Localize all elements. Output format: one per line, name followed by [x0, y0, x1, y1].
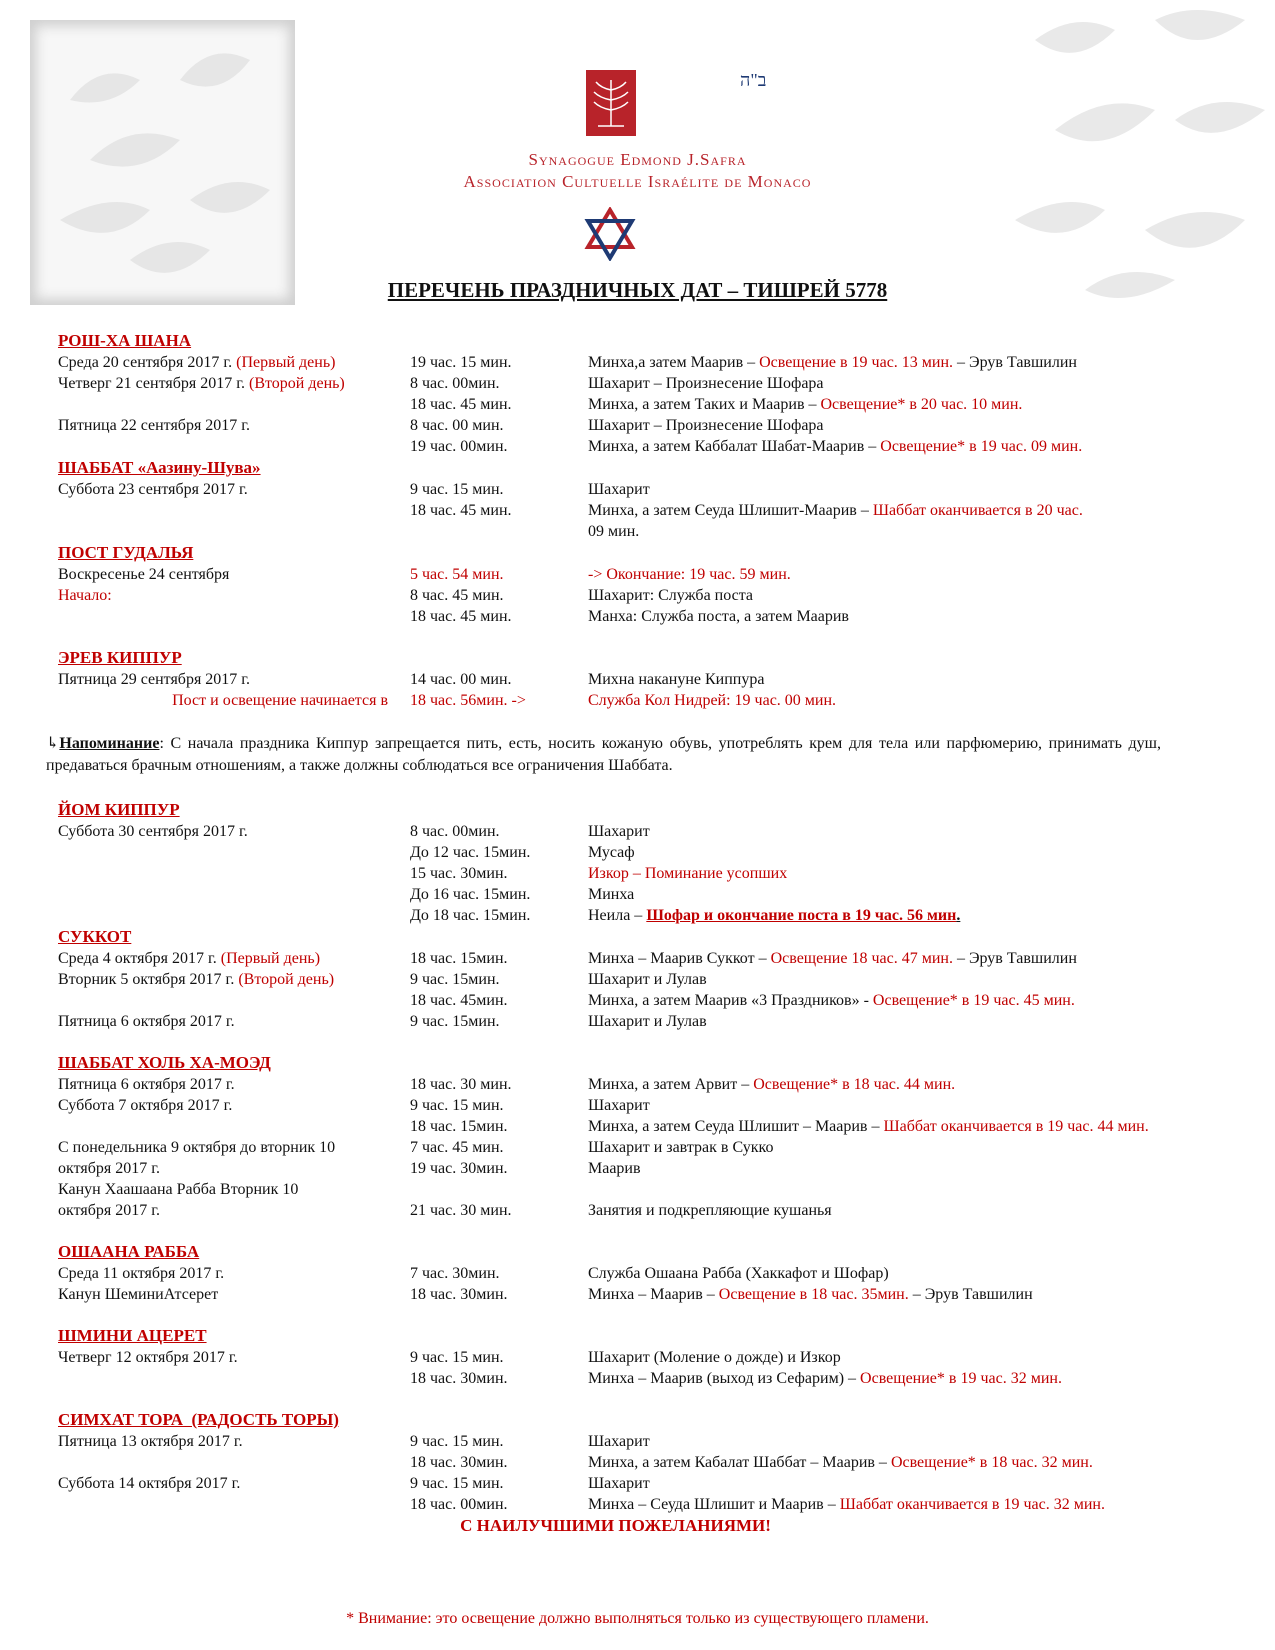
row-activity: Изкор – Поминание усопших — [588, 865, 788, 882]
row-time: До 12 час. 15мин. — [410, 844, 531, 861]
row-date: Пятница 13 октября 2017 г. — [58, 1433, 243, 1450]
row-date: Суббота 7 октября 2017 г. — [58, 1097, 233, 1114]
row-activity-note: Освещение* в 18 час. 32 мин. — [890, 1454, 1093, 1471]
row-time: 8 час. 00мин. — [410, 375, 500, 392]
row-activity: -> Окончание: 19 час. 59 мин. — [588, 566, 791, 583]
schedule-row — [58, 1011, 1258, 1032]
row-activity-note: Освещение* в 20 час. 10 мин. — [820, 396, 1023, 413]
row-activity-note: Освещение* в 19 час. 32 мин. — [860, 1370, 1062, 1387]
section-yom-kippur — [58, 799, 1258, 926]
row-time: 18 час. 30мин. — [410, 1454, 508, 1471]
schedule-row — [58, 1473, 1258, 1494]
row-time: 18 час. 30мин. — [410, 1286, 508, 1303]
section-title: ПОСТ ГУДАЛЬЯ — [58, 543, 194, 562]
row-time: 9 час. 15мин. — [410, 1013, 500, 1030]
section-title: РОШ-ХА ШАНА — [58, 331, 192, 350]
row-activity-note: Шофар и окончание поста в 19 час. 56 мин — [646, 907, 957, 924]
row-activity: Шахарит: Служба поста — [588, 587, 754, 604]
row-time: 18 час. 30 мин. — [410, 1076, 512, 1093]
schedule-row — [58, 905, 1258, 926]
row-activity-note: Освещение в 19 час. 13 мин. — [759, 354, 954, 371]
schedule-row — [58, 690, 1258, 711]
row-time: 18 час. 45 мин. — [410, 608, 512, 625]
row-activity: Шахарит и завтрак в Сукко — [588, 1139, 774, 1156]
row-date-note: (Первый день) — [236, 354, 336, 371]
row-activity-extra: – Эрув Тавшилин — [908, 1286, 1033, 1303]
row-date: Четверг 12 октября 2017 г. — [58, 1349, 238, 1366]
schedule-row — [58, 1137, 1258, 1158]
row-time: 19 час. 00мин. — [410, 438, 508, 455]
star-of-david-icon — [583, 207, 637, 261]
arrow-icon: ↳ — [46, 735, 60, 752]
row-activity: Шахарит и Лулав — [588, 971, 707, 988]
row-time: 19 час. 30мин. — [410, 1160, 508, 1177]
section-simchat-torah — [58, 1409, 1258, 1515]
schedule-row — [58, 1179, 1258, 1200]
row-activity: Служба Ошаана Рабба (Хаккафот и Шофар) — [588, 1265, 889, 1282]
row-activity: Шахарит — [588, 823, 650, 840]
section-title: ОШААНА РАББА — [58, 1242, 200, 1261]
row-date-note: (Второй день) — [248, 375, 345, 392]
row-time: 8 час. 45 мин. — [410, 587, 504, 604]
row-date: Пятница 6 октября 2017 г. — [58, 1013, 235, 1030]
row-activity: Манха: Служба поста, а затем Маарив — [588, 608, 849, 625]
row-activity: Минха, а затем Сеуда Шлишит-Маарив – — [588, 502, 873, 519]
section-sukkot — [58, 926, 1258, 1032]
row-date: Пятница 6 октября 2017 г. — [58, 1076, 235, 1093]
row-time: 18 час. 30мин. — [410, 1370, 508, 1387]
row-activity: Шахарит — [588, 1475, 650, 1492]
row-date-note: (Второй день) — [238, 971, 335, 988]
footnote: * Внимание: это освещение должно выполняться только из существующего пламени. — [346, 1610, 929, 1627]
section-title: СУККОТ — [58, 927, 132, 946]
row-time: 19 час. 15 мин. — [410, 354, 512, 371]
schedule-row — [58, 564, 1258, 585]
row-activity: Шахарит — [588, 1097, 650, 1114]
row-activity: Служба Кол Нидрей: 19 час. 00 мин. — [588, 692, 837, 709]
schedule-row — [58, 1431, 1258, 1452]
schedule-row — [58, 863, 1258, 884]
row-date: Суббота 23 сентября 2017 г. — [58, 481, 248, 498]
section-title: ШМИНИ АЦЕРЕТ — [58, 1326, 207, 1345]
schedule-row — [58, 373, 1258, 394]
section-title: ЙОМ КИППУР — [58, 800, 180, 819]
row-time: 5 час. 54 мин. — [410, 566, 504, 583]
row-activity: Минха, а затем Каббалат Шабат-Маарив – — [588, 438, 881, 455]
schedule-row — [58, 606, 1258, 627]
row-activity: Шахарит – Произнесение Шофара — [588, 375, 824, 392]
row-time: 18 час. 45 мин. — [410, 502, 512, 519]
row-date: Пост и освещение начинается в — [172, 692, 388, 709]
row-date: Воскресенье 24 сентября — [58, 566, 230, 583]
bh-mark: ב"ה — [740, 70, 767, 90]
row-activity: Шахарит и Лулав — [588, 1013, 707, 1030]
row-date: Пятница 22 сентября 2017 г. — [58, 417, 251, 434]
row-time: 21 час. 30 мин. — [410, 1202, 512, 1219]
row-activity-note: Шаббат оканчивается в 20 час. — [872, 502, 1083, 519]
row-time: 8 час. 00 мин. — [410, 417, 504, 434]
row-date: Канун ШеминиАтсерет — [58, 1286, 219, 1303]
row-date: октября 2017 г. — [58, 1202, 160, 1219]
row-activity: Минха, а затем Кабалат Шаббат – Маарив – — [588, 1454, 891, 1471]
section-title: ЭРЕВ КИППУР — [58, 648, 182, 667]
row-time: 9 час. 15 мин. — [410, 481, 504, 498]
row-time: 18 час. 00мин. — [410, 1496, 508, 1513]
row-time: 18 час. 15мин. — [410, 950, 508, 967]
section-title: ШАББАТ ХОЛЬ ХА-МОЭД — [58, 1053, 271, 1072]
reminder-label: Напоминание — [59, 735, 160, 752]
row-activity: Минха, а затем Маарив «3 Праздников» - — [588, 992, 873, 1009]
schedule-row — [58, 990, 1258, 1011]
row-date: Начало: — [58, 587, 112, 604]
schedule-row — [58, 394, 1258, 415]
row-activity: Минха – Маарив Суккот – — [588, 950, 771, 967]
row-activity-note: Освещение* в 19 час. 45 мин. — [872, 992, 1075, 1009]
section-hoshana-rabba — [58, 1241, 1258, 1305]
schedule-row — [58, 1284, 1258, 1305]
row-activity: Шахарит — [588, 481, 650, 498]
row-date: Канун Хаашаана Рабба Вторник 10 — [58, 1181, 299, 1198]
row-time: 18 час. 56мин. -> — [410, 692, 526, 709]
row-activity: Маарив — [588, 1160, 641, 1177]
row-time: 9 час. 15 мин. — [410, 1475, 504, 1492]
row-activity-extra: 09 мин. — [588, 523, 640, 540]
closing-wishes: С НАИЛУЧШИМИ ПОЖЕЛАНИЯМИ! — [460, 1516, 771, 1535]
row-date: Среда 4 октября 2017 г. — [58, 950, 217, 967]
row-activity: Минха — [588, 886, 635, 903]
row-activity-extra: . — [956, 907, 961, 924]
row-time: 7 час. 30мин. — [410, 1265, 500, 1282]
row-time: 15 час. 30мин. — [410, 865, 508, 882]
row-activity: Минха – Маарив (выход из Сефарим) – — [588, 1370, 861, 1387]
schedule-row — [58, 669, 1258, 690]
row-date: октября 2017 г. — [58, 1160, 160, 1177]
schedule-row — [58, 1200, 1258, 1221]
schedule-row — [58, 352, 1258, 373]
section-erev-kippur — [58, 647, 1258, 711]
row-activity-note: Шаббат оканчивается в 19 час. 44 мин. — [883, 1118, 1149, 1135]
row-time: До 18 час. 15мин. — [410, 907, 531, 924]
section-tzom-gedalia — [58, 542, 1258, 627]
schedule-row — [58, 821, 1258, 842]
row-date-note: (Первый день) — [220, 950, 321, 967]
row-activity-note: Освещение* в 19 час. 09 мин. — [880, 438, 1083, 455]
row-activity: Минха,а затем Маарив – — [588, 354, 760, 371]
row-activity: Михна накануне Киппура — [588, 671, 765, 688]
row-activity-note: Освещение* в 18 час. 44 мин. — [753, 1076, 956, 1093]
row-time: До 16 час. 15мин. — [410, 886, 531, 903]
section-chol-hamoed — [58, 1052, 1258, 1221]
section-title: СИМХАТ ТОРА (РАДОСТЬ ТОРЫ) — [58, 1410, 339, 1429]
row-activity-note: Освещение 18 час. 47 мин. — [770, 950, 953, 967]
schedule — [46, 330, 1258, 1536]
row-time: 18 час. 45 мин. — [410, 396, 512, 413]
schedule-row — [58, 1095, 1258, 1116]
row-time: 8 час. 00мин. — [410, 823, 500, 840]
row-time: 14 час. 00 мин. — [410, 671, 512, 688]
row-date: Четверг 21 сентября 2017 г. — [58, 375, 245, 392]
row-activity: Шахарит – Произнесение Шофара — [588, 417, 824, 434]
section-title: ШАББАТ «Аазину-Шува» — [58, 458, 261, 477]
page-title: ПЕРЕЧЕНЬ ПРАЗДНИЧНЫХ ДАТ – ТИШРЕЙ 5778 — [387, 278, 888, 302]
row-time: 9 час. 15 мин. — [410, 1097, 504, 1114]
row-date: Суббота 14 октября 2017 г. — [58, 1475, 241, 1492]
reminder-text: : С начала праздника Киппур запрещается пить, есть, носить кожаную обувь, употреблять крем для тела или парфюмерию, принимать душ, предаваться брачным отношениям, а также должны соблюдаться все ограничения Шаббата. — [46, 735, 1161, 774]
row-time: 9 час. 15 мин. — [410, 1433, 504, 1450]
schedule-row — [58, 1116, 1258, 1137]
schedule-row — [58, 500, 1258, 542]
row-date: С понедельника 9 октября до вторник 10 — [58, 1139, 336, 1156]
schedule-row — [58, 1158, 1258, 1179]
row-activity: Минха – Маарив – — [588, 1286, 719, 1303]
row-time: 18 час. 45мин. — [410, 992, 508, 1009]
row-time: 9 час. 15мин. — [410, 971, 500, 988]
schedule-row — [58, 842, 1258, 863]
row-activity: Минха, а затем Арвит – — [588, 1076, 754, 1093]
schedule-row — [58, 969, 1258, 990]
row-activity-note: Освещение в 18 час. 35мин. — [718, 1286, 909, 1303]
row-activity: Минха – Сеуда Шлишит и Маарив – — [588, 1496, 840, 1513]
synagogue-logo — [586, 70, 636, 136]
row-activity-note: Шаббат оканчивается в 19 час. 32 мин. — [839, 1496, 1105, 1513]
row-date: Суббота 30 сентября 2017 г. — [58, 823, 248, 840]
row-time: 9 час. 15 мин. — [410, 1349, 504, 1366]
schedule-row — [58, 479, 1258, 500]
row-time: 18 час. 15мин. — [410, 1118, 508, 1135]
row-activity: Шахарит (Моление о дожде) и Изкор — [588, 1349, 841, 1366]
row-activity: Неила – — [588, 907, 647, 924]
schedule-row — [58, 948, 1258, 969]
org-name-line1: Synagogue Edmond J.Safra — [528, 150, 747, 169]
row-activity-extra: – Эрув Тавшилин — [953, 354, 1077, 371]
schedule-row — [58, 436, 1258, 457]
schedule-row — [58, 1494, 1258, 1515]
row-date: Среда 11 октября 2017 г. — [58, 1265, 225, 1282]
schedule-row — [58, 1368, 1258, 1389]
schedule-row — [58, 884, 1258, 905]
row-activity: Минха, а затем Таких и Маарив – — [588, 396, 821, 413]
schedule-row — [58, 415, 1258, 436]
row-activity-extra: – Эрув Тавшилин — [952, 950, 1077, 967]
row-date: Вторник 5 октября 2017 г. — [58, 971, 235, 988]
row-date: Среда 20 сентября 2017 г. — [58, 354, 233, 371]
section-shmini-atzeret — [58, 1325, 1258, 1389]
org-name-line2: Association Cultuelle Israélite de Monaco — [463, 172, 812, 191]
row-activity: Шахарит — [588, 1433, 650, 1450]
section-shabbat-shuva — [58, 457, 1258, 542]
schedule-row — [58, 585, 1258, 606]
schedule-row — [58, 1452, 1258, 1473]
row-time: 7 час. 45 мин. — [410, 1139, 504, 1156]
row-activity: Занятия и подкрепляющие кушанья — [588, 1202, 832, 1219]
schedule-row — [58, 1347, 1258, 1368]
reminder-note — [46, 733, 1161, 777]
row-activity: Мусаф — [588, 844, 635, 861]
row-activity: Минха, а затем Сеуда Шлишит – Маарив – — [588, 1118, 884, 1135]
section-rosh-hashana — [58, 330, 1258, 457]
schedule-row — [58, 1074, 1258, 1095]
row-date: Пятница 29 сентября 2017 г. — [58, 671, 251, 688]
schedule-row — [58, 1263, 1258, 1284]
